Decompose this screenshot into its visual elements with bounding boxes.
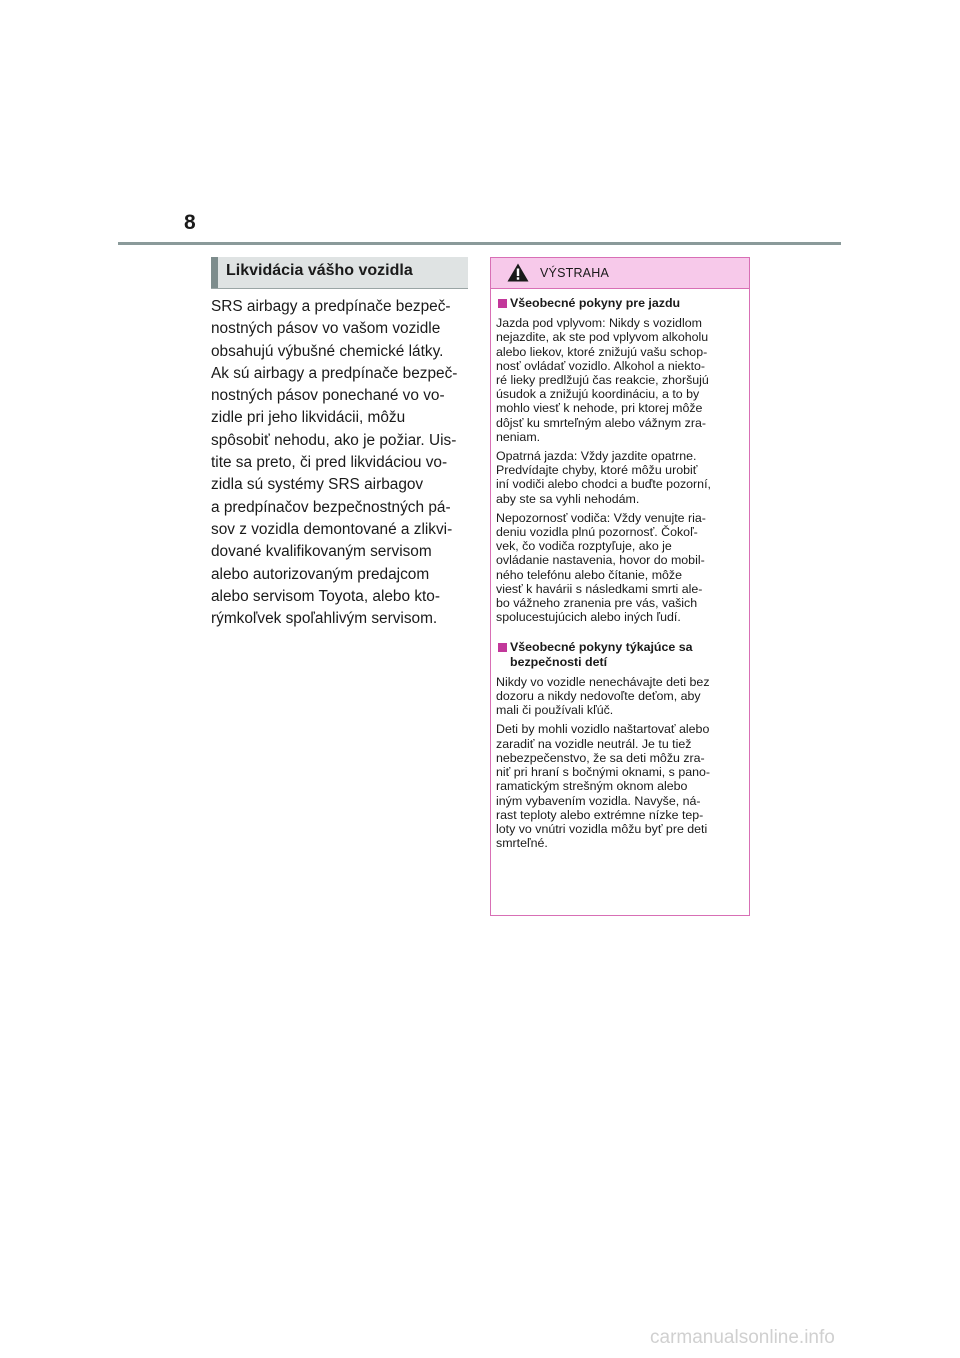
paragraph-line: vek, čo vodiča rozptyľuje, ako je bbox=[496, 539, 672, 554]
body-line: a predpínačov bezpečnostných pá- bbox=[211, 498, 451, 516]
body-line: nostných pásov ponechané vo vo- bbox=[211, 387, 445, 405]
paragraph-line: ného telefónu alebo čítanie, môže bbox=[496, 567, 682, 582]
warning-box bbox=[490, 257, 750, 916]
paragraph-line: zaradiť na vozidle neutrál. Je tu tiež bbox=[496, 736, 692, 751]
section-heading: Likvidácia vášho vozidla bbox=[211, 257, 468, 288]
square-bullet-icon bbox=[498, 299, 507, 308]
paragraph-line: Predvídajte chyby, ktoré môžu urobiť bbox=[496, 463, 698, 478]
body-line: alebo autorizovaným predajcom bbox=[211, 565, 430, 583]
body-line: Ak sú airbagy a predpínače bezpeč- bbox=[211, 364, 458, 382]
paragraph-line: ramatickým strešným oknom alebo bbox=[496, 779, 688, 794]
paragraph-line: dozoru a nikdy nedovoľte deťom, aby bbox=[496, 689, 701, 704]
paragraph-line: spolucestujúcich alebo iných ľudí. bbox=[496, 610, 681, 625]
paragraph-line: nejazdite, ak ste pod vplyvom alkoholu bbox=[496, 330, 709, 345]
paragraph-line: nebezpečenstvo, že sa deti môžu zra- bbox=[496, 750, 705, 765]
warning-paragraph bbox=[496, 449, 744, 506]
subheading-line: Všeobecné pokyny týkajúce sa bbox=[510, 640, 693, 655]
header-rule bbox=[118, 242, 841, 245]
paragraph-line: Jazda pod vplyvom: Nikdy s vozidlom bbox=[496, 316, 702, 331]
body-line: dované kvalifikovaným servisom bbox=[211, 543, 432, 561]
body-line: tite sa preto, či pred likvidáciou vo- bbox=[211, 454, 448, 472]
paragraph-line: neniam. bbox=[496, 429, 541, 444]
paragraph-line: smrteľné. bbox=[496, 836, 548, 851]
section-heading-underline bbox=[211, 288, 468, 289]
body-line: SRS airbagy a predpínače bezpeč- bbox=[211, 298, 451, 315]
paragraph-line: ré lieky predlžujú čas reakcie, zhoršujú bbox=[496, 373, 709, 388]
warning-title: VÝSTRAHA bbox=[540, 266, 609, 280]
paragraph-line: bo vážneho zranenia pre vás, vašich bbox=[496, 596, 698, 611]
paragraph-line: dôjsť ku smrteľným alebo vážnym zra- bbox=[496, 415, 707, 430]
paragraph-line: nosť ovládať vozidlo. Alkohol a niekto- bbox=[496, 358, 706, 373]
paragraph-line: viesť k havárii s následkami smrti ale- bbox=[496, 581, 703, 596]
paragraph-line: loty vo vnútri vozidla môžu byť pre deti bbox=[496, 821, 708, 836]
paragraph-line: deniu vozidla plnú pozornosť. Čokoľ- bbox=[496, 525, 698, 540]
body-line: obsahujú výbušné chemické látky. bbox=[211, 342, 444, 360]
paragraph-line: mali či používali kľúč. bbox=[496, 703, 614, 718]
paragraph-line: Nikdy vo vozidle nenechávajte deti bez bbox=[496, 674, 710, 689]
warning-subheading bbox=[496, 640, 744, 668]
body-line: nostných pásov vo vašom vozidle bbox=[211, 320, 441, 338]
subheading-line: Všeobecné pokyny pre jazdu bbox=[510, 296, 681, 310]
paragraph-line: iným vybavením vozidla. Navyše, ná- bbox=[496, 793, 701, 808]
section-body-text bbox=[211, 296, 471, 630]
body-line: zidla sú systémy SRS airbagov bbox=[211, 476, 424, 494]
paragraph-line: alebo liekov, ktoré znižujú vašu schop- bbox=[496, 344, 708, 359]
paragraph-line: rast teploty alebo extrémne nízke tep- bbox=[496, 807, 704, 822]
paragraph-line: Deti by mohli vozidlo naštartovať alebo bbox=[496, 722, 710, 737]
warning-paragraph bbox=[496, 722, 744, 850]
paragraph-line: iní vodiči alebo chodci a buďte pozorní, bbox=[496, 477, 711, 492]
page-number: 8 bbox=[184, 211, 196, 234]
warning-subheading bbox=[496, 296, 744, 310]
warning-content bbox=[491, 289, 749, 850]
paragraph-line: Opatrná jazda: Vždy jazdite opatrne. bbox=[496, 449, 697, 464]
warning-paragraph bbox=[496, 316, 744, 444]
paragraph-line: úsudok a znižujú koordináciu, a to by bbox=[496, 387, 700, 402]
subheading-line: bezpečnosti detí bbox=[510, 654, 608, 669]
square-bullet-icon bbox=[498, 643, 507, 652]
watermark: carmanualsonline.info bbox=[650, 1327, 835, 1348]
warning-header bbox=[491, 258, 749, 289]
body-line: rýmkoľvek spoľahlivým servisom. bbox=[211, 610, 438, 628]
warning-paragraph bbox=[496, 511, 744, 625]
paragraph-line: mohlo viesť k nehode, pri ktorej môže bbox=[496, 401, 703, 416]
paragraph-line: niť pri hraní s bočnými oknami, s pano- bbox=[496, 765, 711, 780]
spacer bbox=[496, 629, 744, 637]
paragraph-line: ovládanie nastavenia, hovor do mobil- bbox=[496, 553, 705, 568]
body-line: zidle pri jeho likvidácii, môžu bbox=[211, 409, 406, 427]
body-line: sov z vozidla demontované a zlikvi- bbox=[211, 520, 453, 538]
warning-paragraph bbox=[496, 675, 744, 718]
body-line: spôsobiť nehodu, ako je požiar. Uis- bbox=[211, 431, 457, 449]
paragraph-line: aby ste sa vyhli nehodám. bbox=[496, 491, 640, 506]
body-line: alebo servisom Toyota, alebo kto- bbox=[211, 587, 440, 605]
warning-triangle-icon bbox=[507, 263, 529, 282]
paragraph-line: Nepozornosť vodiča: Vždy venujte ria- bbox=[496, 510, 706, 525]
